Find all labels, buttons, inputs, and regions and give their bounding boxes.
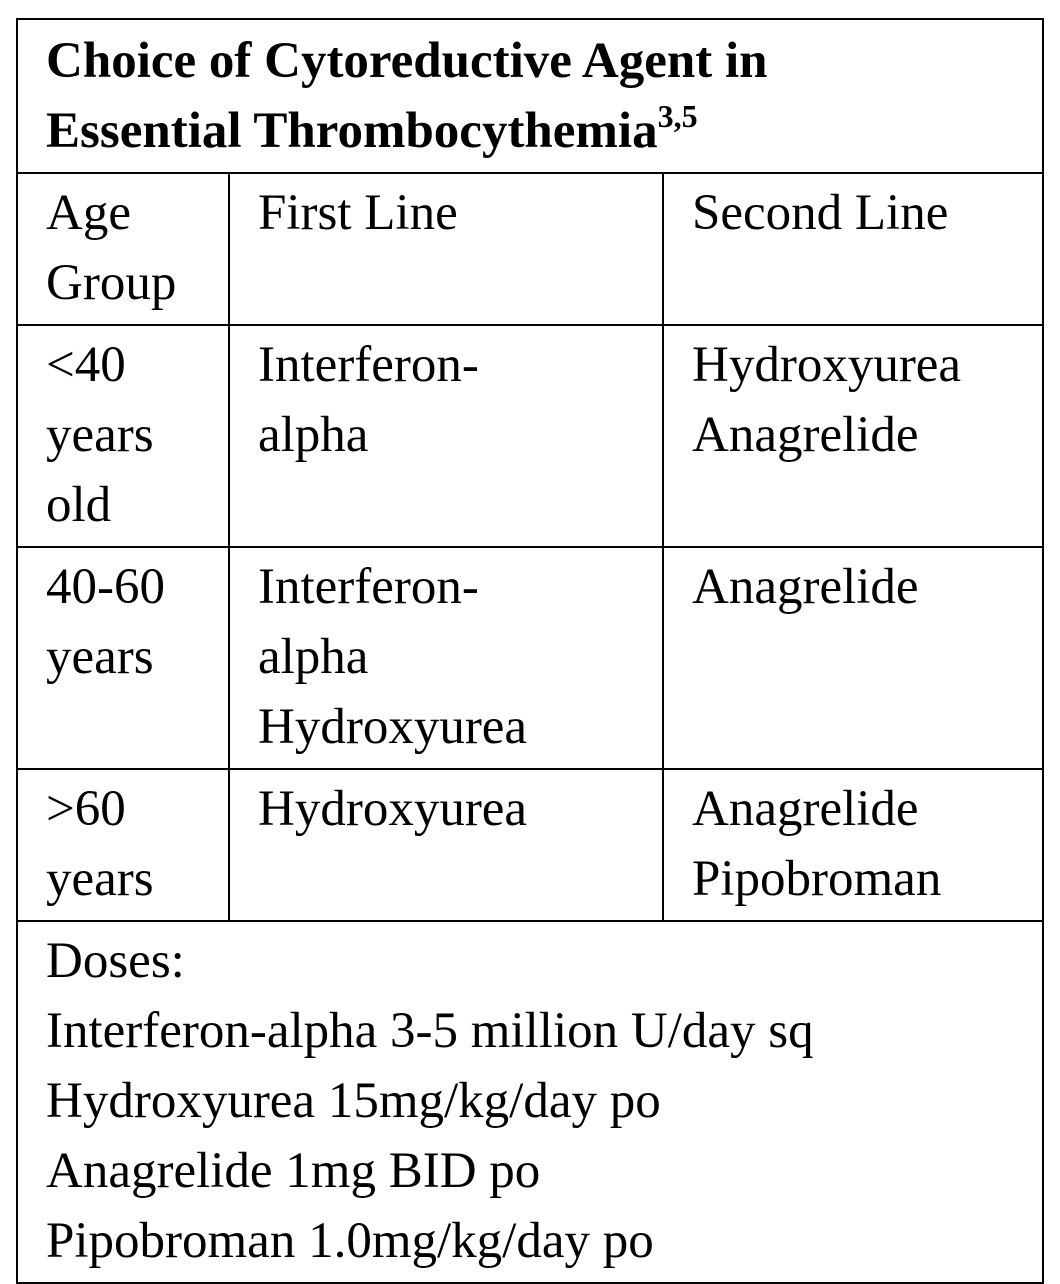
dose-item: Hydroxyurea 15mg/kg/day po	[46, 1073, 661, 1129]
first-line-text: Hydroxyurea	[258, 781, 528, 837]
age-text: years	[46, 407, 154, 463]
table-title	[17, 19, 1043, 173]
second-line-cell	[663, 769, 1043, 921]
table-row	[17, 325, 1043, 547]
age-text: <40	[46, 337, 126, 393]
age-cell	[17, 325, 229, 547]
first-line-text: alpha	[258, 407, 369, 463]
header-age-line-1: Age	[46, 185, 131, 241]
doses-cell	[17, 921, 1043, 1283]
header-age-line-2: Group	[46, 255, 177, 311]
age-cell	[17, 547, 229, 769]
title-line-2	[46, 96, 1032, 166]
title-line-2-text: Essential Thrombocythemia	[46, 103, 658, 159]
dose-item: Interferon-alpha 3-5 million U/day sq	[46, 1003, 814, 1059]
age-text: years	[46, 629, 154, 685]
second-line-cell	[663, 547, 1043, 769]
second-line-text: Pipobroman	[692, 851, 942, 907]
header-row	[17, 173, 1043, 325]
cytoreductive-agent-table	[16, 18, 1044, 1284]
first-line-text: Interferon-	[258, 559, 479, 615]
second-line-text: Anagrelide	[692, 781, 919, 837]
table-row	[17, 769, 1043, 921]
first-line-text: Hydroxyurea	[258, 699, 528, 755]
first-line-text: alpha	[258, 629, 369, 685]
first-line-text: Interferon-	[258, 337, 479, 393]
title-reference-superscript: 3,5	[657, 98, 698, 134]
second-line-text: Anagrelide	[692, 407, 919, 463]
age-text: years	[46, 851, 154, 907]
header-age-group	[17, 173, 229, 325]
dose-item: Pipobroman 1.0mg/kg/day po	[46, 1213, 654, 1269]
title-row	[17, 19, 1043, 173]
table-row	[17, 547, 1043, 769]
header-second-line-text: Second Line	[692, 185, 949, 241]
age-text: >60	[46, 781, 126, 837]
doses-label: Doses:	[46, 933, 185, 989]
header-second-line	[663, 173, 1043, 325]
second-line-cell	[663, 325, 1043, 547]
first-line-cell	[229, 769, 663, 921]
age-text: old	[46, 477, 112, 533]
second-line-text: Hydroxyurea	[692, 337, 962, 393]
first-line-cell	[229, 547, 663, 769]
header-first-line	[229, 173, 663, 325]
second-line-text: Anagrelide	[692, 559, 919, 615]
header-first-line-text: First Line	[258, 185, 458, 241]
doses-row	[17, 921, 1043, 1283]
first-line-cell	[229, 325, 663, 547]
title-line-1: Choice of Cytoreductive Agent in	[46, 33, 768, 89]
age-cell	[17, 769, 229, 921]
age-text: 40-60	[46, 559, 165, 615]
dose-item: Anagrelide 1mg BID po	[46, 1143, 541, 1199]
